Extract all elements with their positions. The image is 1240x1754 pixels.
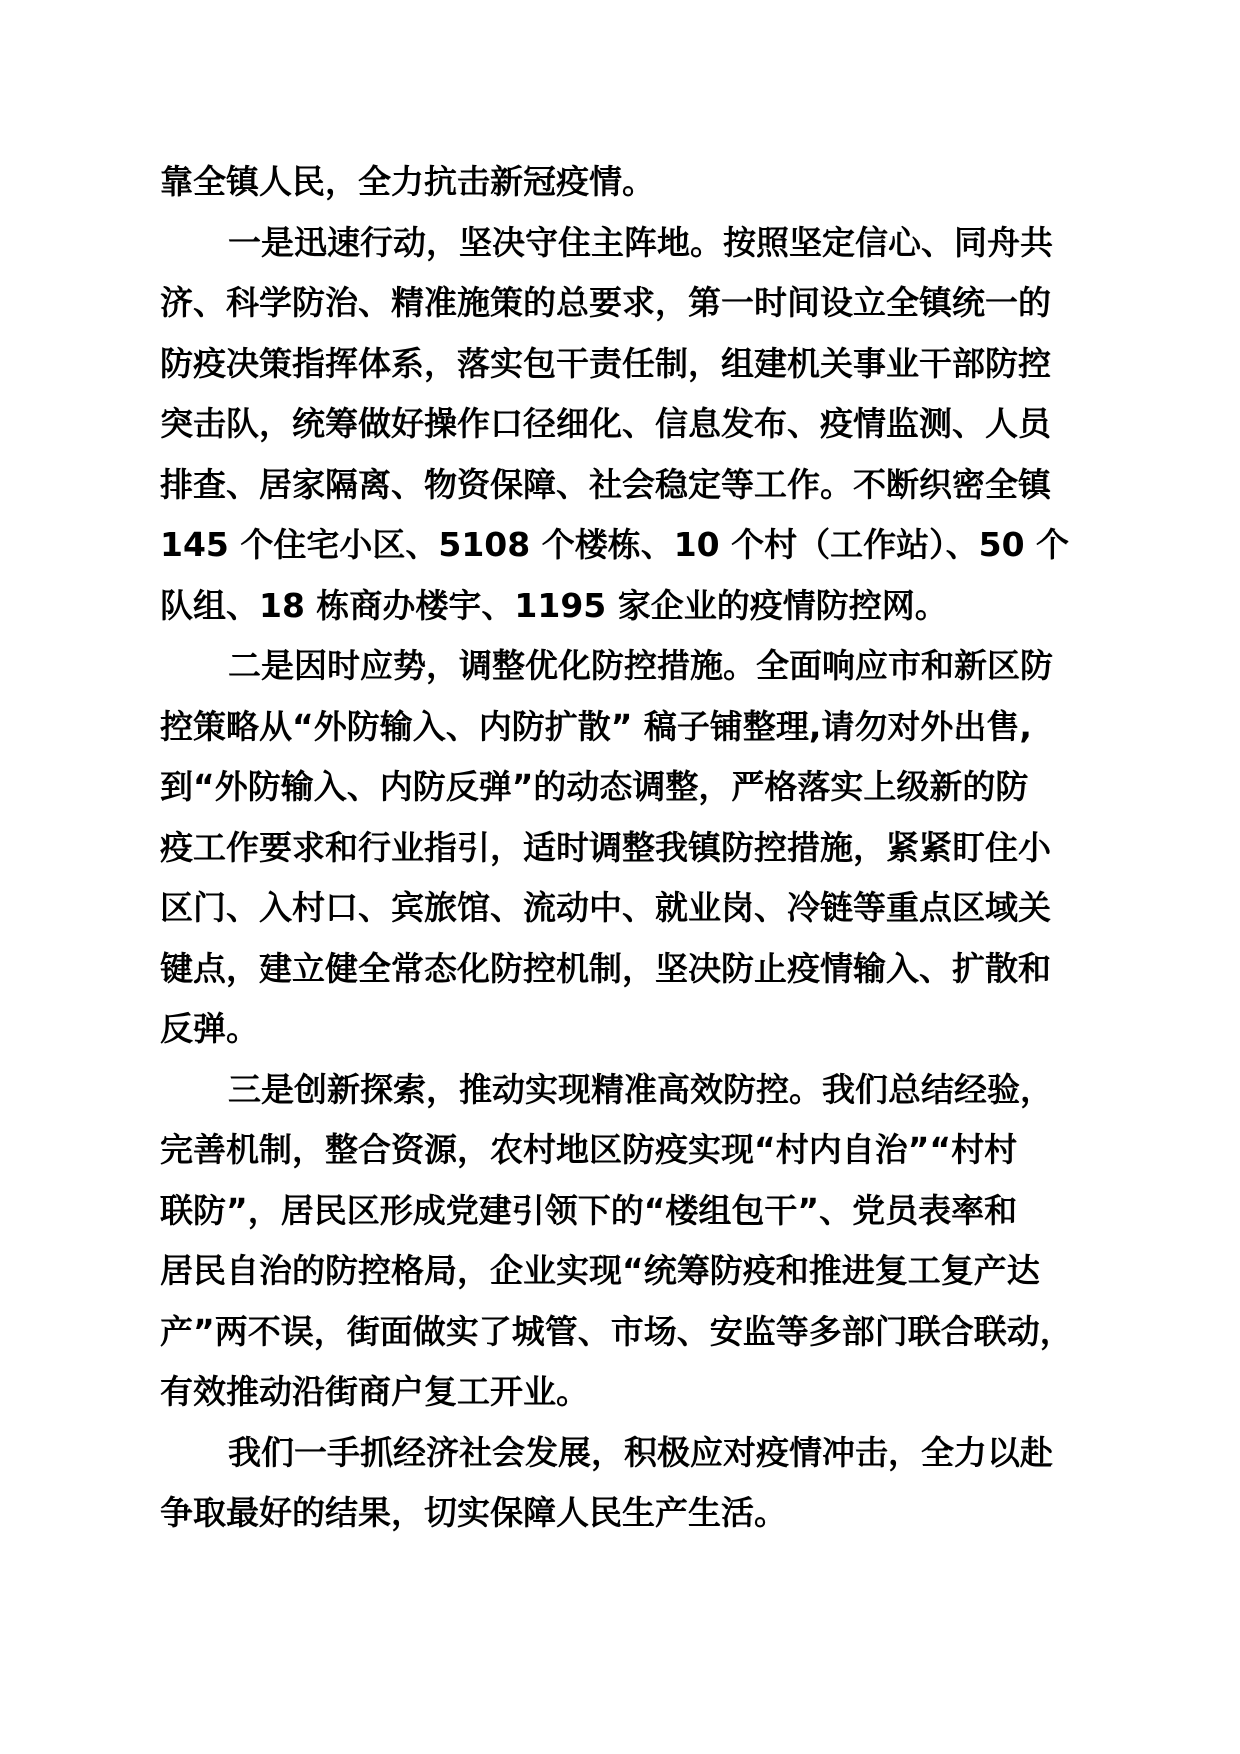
paragraph-first-line: 三是创新探索，推动实现精准高效防控。我们总结经验，	[228, 1069, 1053, 1109]
paragraph-first-line: 二是因时应势，调整优化防控措施。全面响应市和新区防	[228, 646, 1053, 685]
text-line: 疫工作要求和行业指引，适时调整我镇防控措施，紧紧盯住小	[160, 827, 1051, 867]
text-line: 居民自治的防控格局，企业实现“统筹防疫和推进复工复产达	[160, 1251, 1040, 1290]
text-line: 争取最好的结果，切实保障人民生产生活。	[160, 1493, 787, 1532]
paragraph-first-line: 我们一手抓经济社会发展，积极应对疫情冲击，全力以赴	[228, 1432, 1053, 1472]
text-line: 键点，建立健全常态化防控机制，坚决防止疫情输入、扩散和	[160, 948, 1051, 988]
text-line: 产”两不误，街面做实了城管、市场、安监等多部门联合联动，	[160, 1311, 1073, 1351]
text-line: 排查、居家隔离、物资保障、社会稳定等工作。不断织密全镇	[160, 464, 1051, 504]
text-line: 反弹。	[160, 1009, 259, 1048]
text-line: 防疫决策指挥体系，落实包干责任制，组建机关事业干部防控	[160, 343, 1051, 383]
text-line: 联防”，居民区形成党建引领下的“楼组包干”、党员表率和	[160, 1190, 1018, 1230]
text-line: 济、科学防治、精准施策的总要求，第一时间设立全镇统一的	[160, 283, 1051, 322]
text-line: 控策略从“外防输入、内防扩散” 稿子铺整理,请勿对外出售,	[160, 706, 1032, 746]
text-line: 145 个住宅小区、5108 个楼栋、10 个村（工作站）、50 个	[160, 525, 1070, 564]
text-line: 突击队，统筹做好操作口径细化、信息发布、疫情监测、人员	[160, 404, 1051, 443]
paragraph-first-line: 一是迅速行动，坚决守住主阵地。按照坚定信心、同舟共	[228, 222, 1053, 262]
text-line: 区门、入村口、宾旅馆、流动中、就业岗、冷链等重点区域关	[160, 888, 1051, 927]
text-line: 有效推动沿街商户复工开业。	[160, 1372, 589, 1411]
body-text	[160, 152, 1080, 1544]
text-line: 队组、18 栋商办楼宇、1195 家企业的疫情防控网。	[160, 585, 948, 625]
text-line: 到“外防输入、内防反弹”的动态调整，严格落实上级新的防	[160, 767, 1029, 806]
text-line: 完善机制，整合资源，农村地区防疫实现“村内自治”“村村	[160, 1130, 1018, 1169]
text-line: 靠全镇人民，全力抗击新冠疫情。	[160, 162, 655, 201]
